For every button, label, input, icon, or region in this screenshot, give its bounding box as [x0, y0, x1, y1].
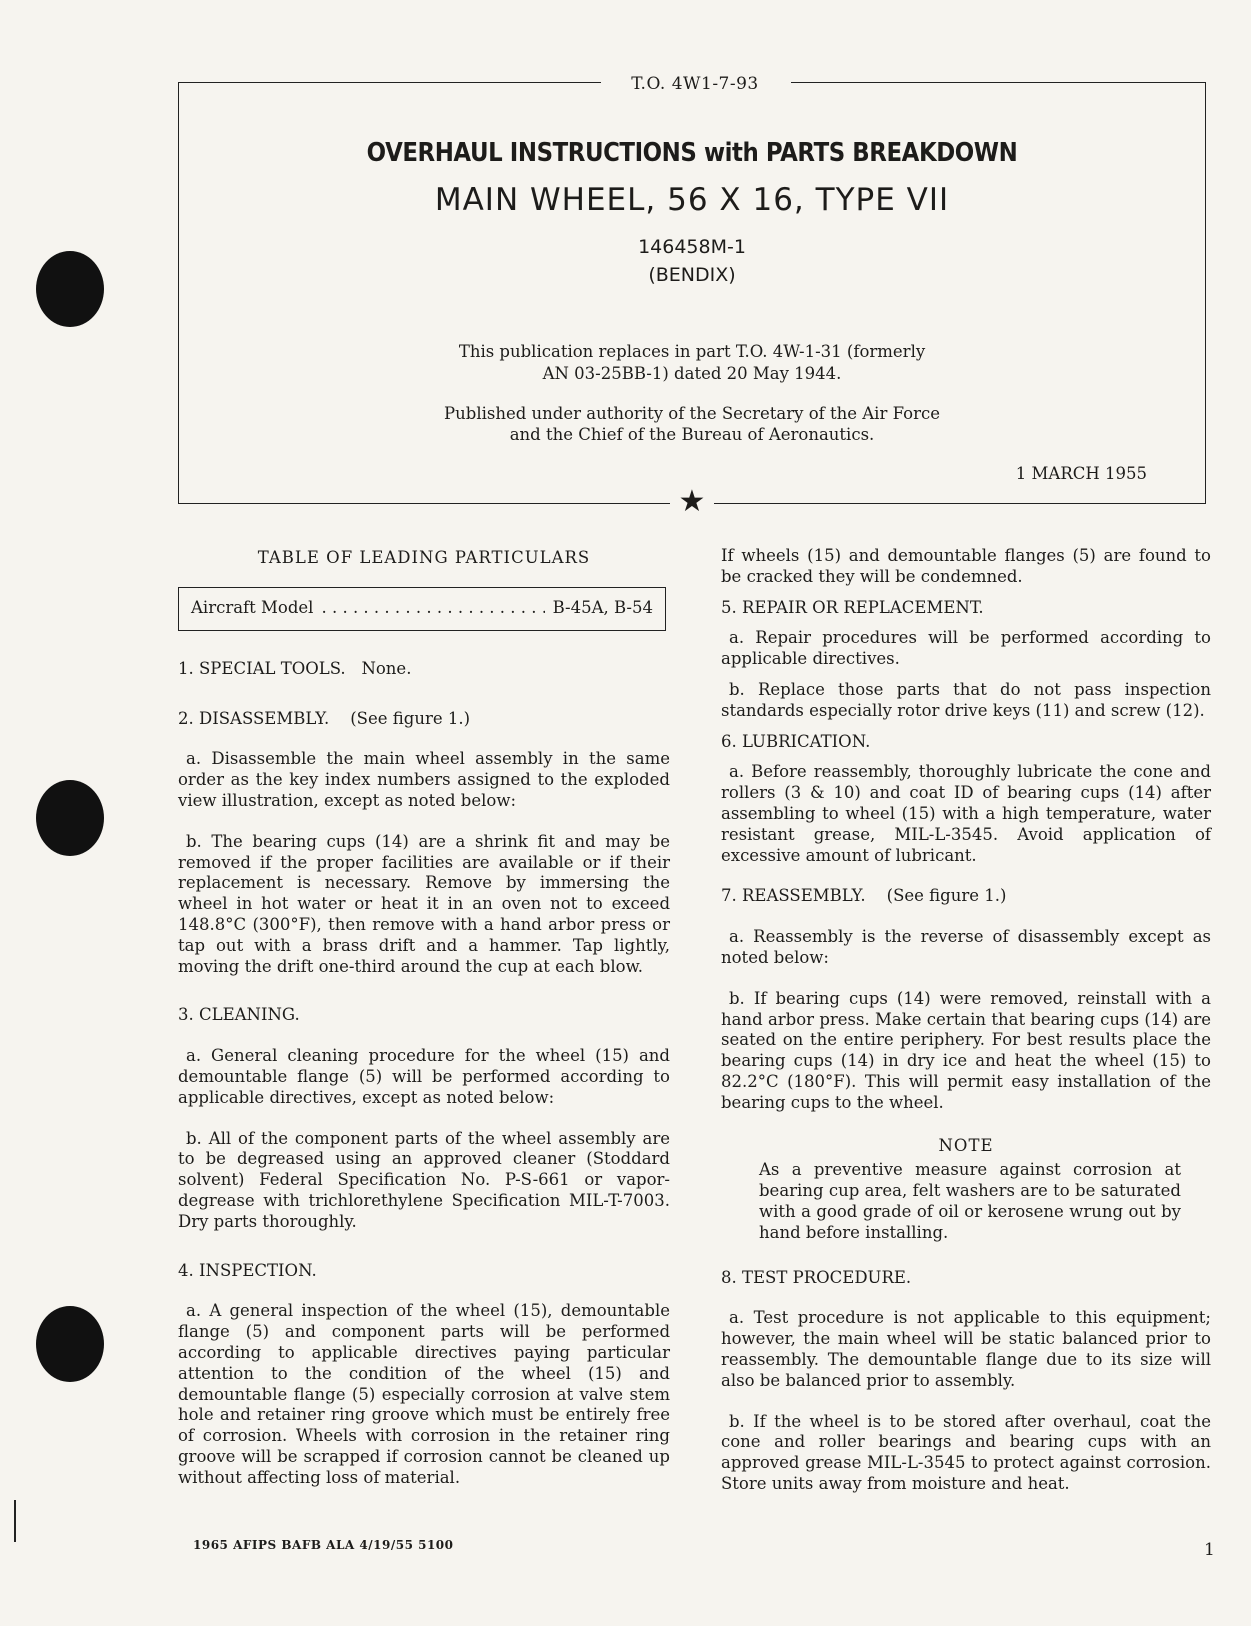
printer-imprint: 1965 AFIPS BAFB ALA 4/19/55 5100 [193, 1538, 454, 1552]
section-7-figure-ref: (See figure 1.) [886, 886, 1007, 906]
replaces-notice-line-2: AN 03-25BB-1) dated 20 May 1944. [542, 364, 842, 383]
section-6-heading: 6. LUBRICATION. [721, 731, 871, 751]
section-3-heading: 3. CLEANING. [178, 1005, 300, 1025]
particulars-label: Aircraft Model [191, 598, 314, 618]
section-5-para-a: a. Repair procedures will be performed according to applicable directives. [721, 628, 1211, 669]
page-edge-mark [14, 1500, 16, 1542]
binder-hole-middle [36, 780, 104, 856]
section-4-continuation: If wheels (15) and demountable flanges (5) are found to be cracked they will be condemned. [721, 546, 1211, 586]
authority-line-1: Published under authority of the Secretary of the Air Force [444, 404, 940, 423]
title-block [178, 82, 1206, 504]
publication-date: 1 MARCH 1955 [1015, 464, 1147, 483]
binder-hole-bottom [36, 1306, 104, 1382]
section-5-heading: 5. REPAIR OR REPLACEMENT. [721, 597, 984, 617]
section-8-para-a: a. Test procedure is not applicable to this equipment; however, the main wheel will be static balanced prior to reassembly. The demountable flange due to its size will also be balanced prior to assembly. [721, 1308, 1211, 1390]
section-3-para-b: b. All of the component parts of the wheel assembly are to be degreased using an approved cleaner (Stoddard solvent) Federal Specification No. P-S-661 or vapor-degrease with trichlorethylene Specification MIL-T-7003. Dry parts thoroughly. [178, 1128, 670, 1231]
part-number: 146458M-1 [638, 236, 746, 258]
section-1-heading: 1. SPECIAL TOOLS. [178, 658, 346, 678]
section-1-text: None. [361, 658, 412, 678]
replaces-notice-line-1: This publication replaces in part T.O. 4W-1-31 (formerly [458, 342, 926, 361]
section-8-heading: 8. TEST PROCEDURE. [721, 1267, 912, 1287]
section-7-para-b: b. If bearing cups (14) were removed, reinstall with a hand arbor press. Make certain that bearing cups (14) are seated on the entire periphery. For best results place the bearing cups (14) in dry ice and heat the wheel (15) to 82.2°C (180°F). This will permit easy installation of the bearing cups to the wheel. [721, 988, 1211, 1112]
star-icon: ★ [678, 484, 706, 519]
section-4-para-a: a. A general inspection of the wheel (15), demountable flange (5) and component parts will be performed according to applicable directives paying particular attention to the condition of the wheel (15) and demountable flange (5) especially corrosion at valve stem hole and retainer ring groove which must be entirely free of corrosion. Wheels with corrosion in the retainer ring groove will be scrapped if corrosion cannot be cleaned up without affecting loss of material. [178, 1301, 670, 1487]
note-heading: NOTE [938, 1135, 994, 1155]
section-1 [178, 659, 670, 680]
right-column [721, 546, 1211, 1495]
manufacturer: (BENDIX) [648, 264, 736, 286]
particulars-value: B-45A, B-54 [552, 598, 653, 618]
section-4-heading: 4. INSPECTION. [178, 1260, 317, 1280]
left-column [178, 548, 670, 1489]
section-2 [178, 709, 670, 730]
section-7-heading: 7. REASSEMBLY. [721, 886, 866, 906]
section-7-para-a: a. Reassembly is the reverse of disassembly except as noted below: [721, 927, 1211, 967]
leader-dots [321, 598, 544, 619]
section-8-para-b: b. If the wheel is to be stored after overhaul, coat the cone and roller bearings and bearing cups with an approved grease MIL-L-3545 to protect against corrosion. Store units away from moisture and heat. [721, 1411, 1211, 1493]
to-number-header: T.O. 4W1-7-93 [631, 74, 759, 94]
binder-hole-top [36, 251, 104, 327]
section-6-para-a: a. Before reassembly, thoroughly lubricate the cone and rollers (3 & 10) and coat ID of bearing cups (14) after assembling to wheel (15) with a high temperature, water resistant grease, MIL-L-3545. Avoid application of excessive amount of lubricant. [721, 762, 1211, 865]
page-number: 1 [1204, 1540, 1215, 1560]
section-2-figure-ref: (See figure 1.) [350, 708, 471, 728]
particulars-table [178, 587, 666, 631]
section-5-para-b: b. Replace those parts that do not pass inspection standards especially rotor drive keys (11) and screw (12). [721, 679, 1211, 720]
authority-line-2: and the Chief of the Bureau of Aeronautics. [509, 425, 875, 444]
section-7 [721, 886, 1211, 907]
section-2-heading: 2. DISASSEMBLY. [178, 708, 330, 728]
section-3-para-a: a. General cleaning procedure for the wheel (15) and demountable flange (5) will be performed according to applicable directives, except as noted below: [178, 1046, 670, 1107]
document-subtitle: MAIN WHEEL, 56 X 16, TYPE VII [434, 182, 950, 218]
document-title: OVERHAUL INSTRUCTIONS with PARTS BREAKDOWN [366, 138, 1018, 168]
section-2-para-a: a. Disassemble the main wheel assembly in the same order as the key index numbers assigned to the exploded view illustration, except as noted below: [178, 749, 670, 810]
particulars-table-heading: TABLE OF LEADING PARTICULARS [257, 548, 591, 567]
note-text: As a preventive measure against corrosion at bearing cup area, felt washers are to be saturated with a good grade of oil or kerosene wrung out by hand before installing. [759, 1160, 1181, 1242]
section-2-para-b: b. The bearing cups (14) are a shrink fit and may be removed if the proper facilities are available or if their replacement is necessary. Remove by immersing the wheel in hot water or heat it in an oven not to exceed 148.8°C (300°F), then remove with a hand arbor press or tap out with a brass drift and a hammer. Tap lightly, moving the drift one-third around the cup at each blow. [178, 831, 670, 976]
